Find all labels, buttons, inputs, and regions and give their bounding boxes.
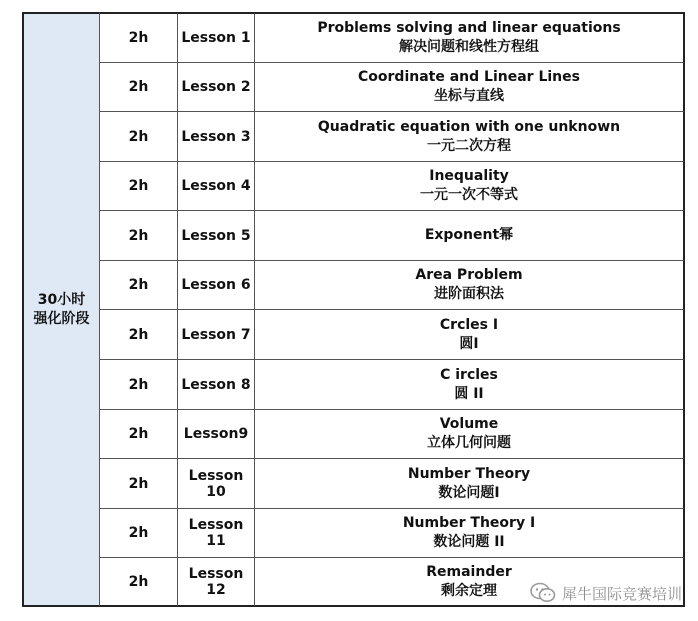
lesson-cell: Lesson 5 [177, 210, 254, 260]
wechat-icon [530, 582, 556, 604]
topic-cell [254, 409, 685, 458]
lesson-cell: Lesson 12 [177, 557, 254, 607]
topic-english: Number Theory [407, 465, 531, 482]
topic-english: Quadratic equation with one unknown [317, 118, 621, 135]
topic-cell [254, 111, 685, 161]
topic-english: Inequality [429, 168, 509, 184]
hours-cell: 2h [99, 359, 177, 409]
hours-cell: 2h [99, 557, 177, 607]
topic-chinese: 立体几何问题 [427, 435, 511, 451]
topic-english: Area Problem [415, 267, 523, 283]
topic-english: C ircles [440, 366, 498, 383]
hours-cell: 2h [99, 458, 177, 508]
hours-cell: 2h [99, 12, 177, 62]
topic-chinese: 数论问题I [438, 484, 500, 501]
topic-chinese: 数论问题 II [433, 534, 505, 550]
topic-english: Coordinate and Linear Lines [358, 69, 580, 85]
hours-cell: 2h [99, 409, 177, 458]
stage-duration: 30小时 [37, 291, 86, 308]
hours-cell: 2h [99, 260, 177, 309]
topic-chinese: 圆 II [454, 385, 484, 402]
topic-cell [254, 62, 685, 111]
topic-cell [254, 210, 685, 260]
topic-english: Crcles I [439, 316, 499, 333]
stage-cell [22, 12, 99, 607]
topic-cell [254, 309, 685, 359]
hours-cell: 2h [99, 309, 177, 359]
lesson-cell: Lesson 4 [177, 161, 254, 210]
watermark-text: 犀牛国际竞赛培训 [561, 584, 682, 603]
watermark [530, 582, 682, 604]
hours-cell: 2h [99, 508, 177, 557]
topic-english: Remainder [426, 563, 512, 580]
topic-chinese: 圆I [459, 335, 479, 352]
topic-chinese: 一元二次方程 [427, 137, 511, 154]
topic-chinese: 解决问题和线性方程组 [399, 39, 539, 55]
lesson-cell: Lesson 1 [177, 12, 254, 62]
topic-cell [254, 161, 685, 210]
lesson-cell: Lesson 11 [177, 508, 254, 557]
topic-english: Number Theory I [402, 515, 536, 531]
lesson-cell: Lesson 10 [177, 458, 254, 508]
topic-english: Exponent幂 [424, 227, 514, 243]
lesson-cell: Lesson9 [177, 409, 254, 458]
hours-cell: 2h [99, 210, 177, 260]
topic-cell [254, 260, 685, 309]
hours-cell: 2h [99, 161, 177, 210]
topic-cell [254, 12, 685, 62]
topic-cell [254, 508, 685, 557]
topic-chinese: 坐标与直线 [434, 88, 504, 104]
topic-english: Problems solving and linear equations [317, 20, 621, 36]
topic-chinese: 一元一次不等式 [420, 187, 518, 203]
lesson-cell: Lesson 8 [177, 359, 254, 409]
topic-cell [254, 359, 685, 409]
hours-cell: 2h [99, 62, 177, 111]
stage-name: 强化阶段 [33, 310, 90, 327]
hours-cell: 2h [99, 111, 177, 161]
topic-cell [254, 458, 685, 508]
topic-chinese: 剩余定理 [441, 582, 497, 599]
lesson-cell: Lesson 6 [177, 260, 254, 309]
topic-chinese: 进阶面积法 [434, 286, 504, 302]
lesson-cell: Lesson 7 [177, 309, 254, 359]
lesson-cell: Lesson 2 [177, 62, 254, 111]
lesson-cell: Lesson 3 [177, 111, 254, 161]
syllabus-table [22, 12, 685, 607]
topic-english: Volume [439, 416, 499, 432]
